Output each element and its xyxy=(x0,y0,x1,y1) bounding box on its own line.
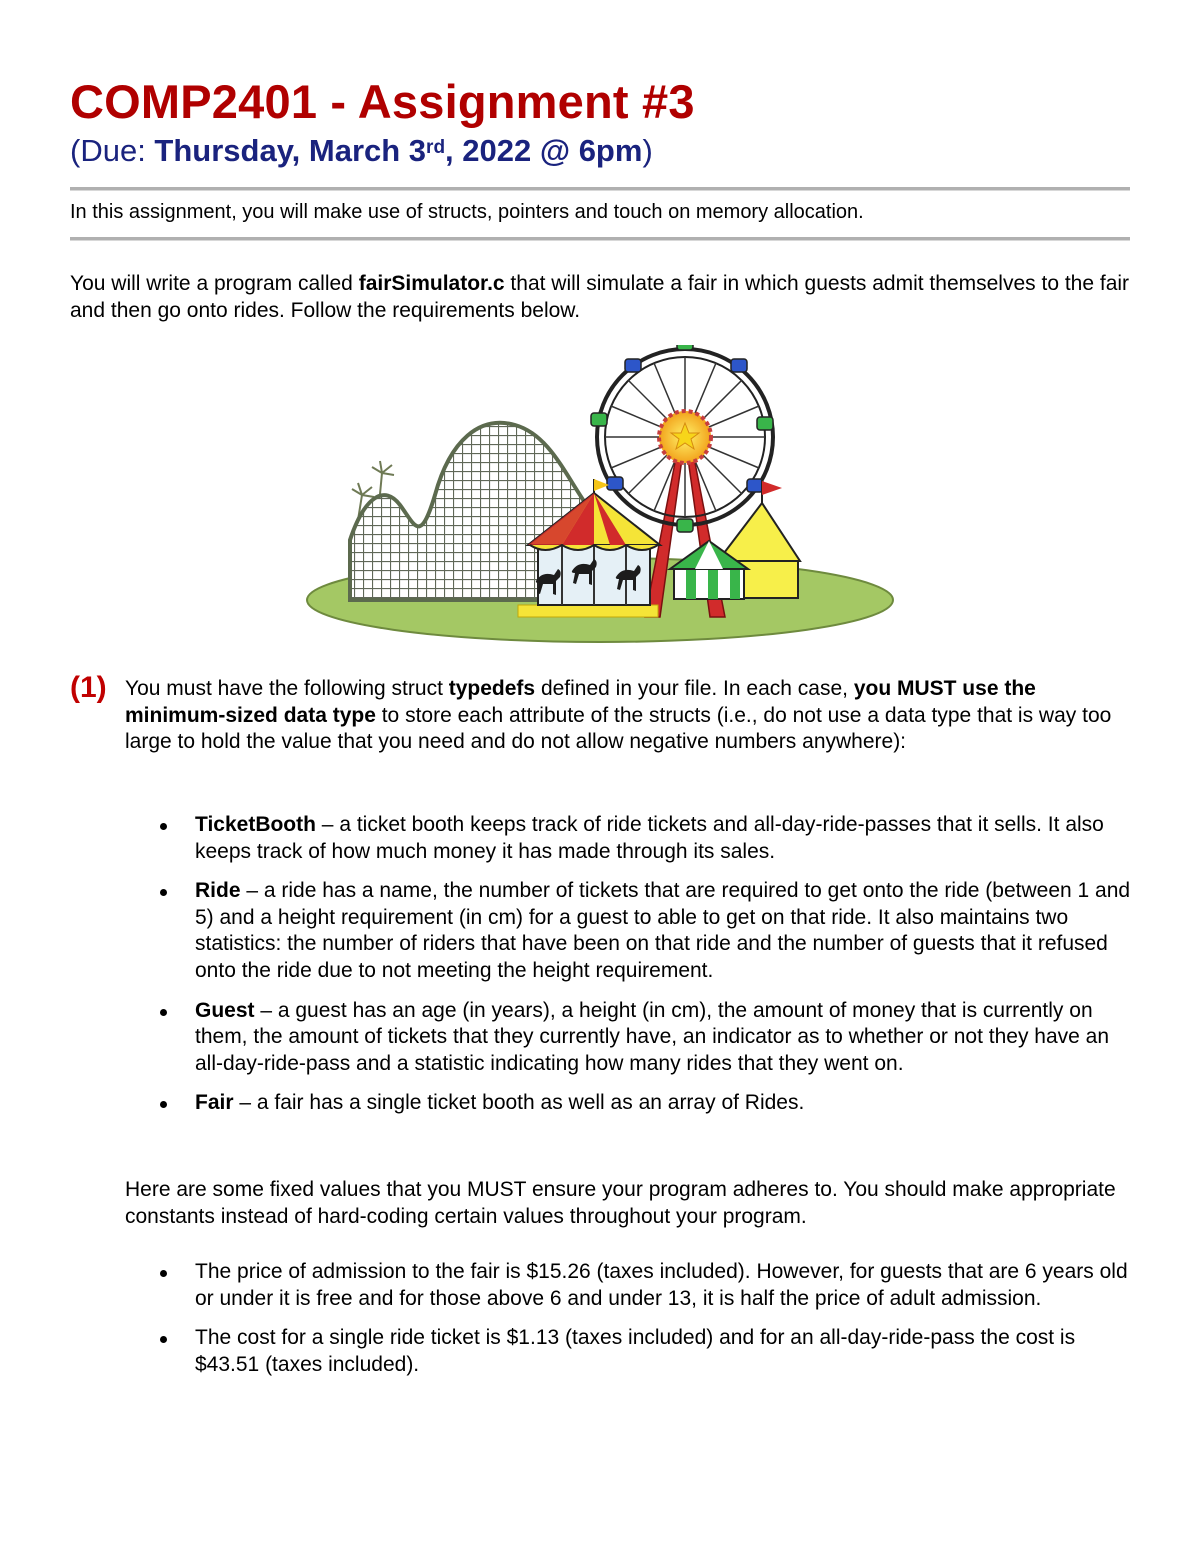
due-time: , 2022 @ 6pm xyxy=(445,133,643,168)
program-filename: fairSimulator.c xyxy=(358,272,505,295)
bullet-icon xyxy=(160,1009,167,1016)
section-number: (1) xyxy=(70,671,107,704)
program-description xyxy=(70,270,1140,324)
section-text-part: You must have the following struct xyxy=(125,677,449,700)
top-divider xyxy=(70,187,1130,190)
struct-desc: – a ticket booth keeps track of ride tickets and all-day-ride-passes that it sells. It also keeps track of how much money it has made through its sales. xyxy=(195,813,1104,863)
due-open: (Due: xyxy=(70,133,155,168)
bottom-divider xyxy=(70,237,1130,240)
assignment-title: COMP2401 - Assignment #3 xyxy=(70,75,695,128)
struct-desc: – a guest has an age (in years), a height (in cm), the amount of money that is currently on them, the amount of tickets that they currently have, an indicator as to whether or not they have an all-day-ride-pass and a statistic indicating how many rides that they went on. xyxy=(195,998,1110,1075)
struct-name: Ride xyxy=(195,879,241,903)
fixed-value-text: The price of admission to the fair is $15.26 (taxes included). However, for guests that are 6 years old or under it is free and for those above 6 and under 13, it is half the price of adult admission. xyxy=(195,1260,1128,1310)
due-close: ) xyxy=(642,133,653,168)
section-text-bold: you MUST use the minimum-sized data type xyxy=(125,677,1036,727)
struct-list xyxy=(125,812,1135,1130)
fixed-values-list xyxy=(125,1259,1135,1391)
fixed-values-intro: Here are some fixed values that you MUST ensure your program adheres to. You should make appropriate constants instead of hard-coding certain values throughout your program. xyxy=(125,1178,1116,1228)
struct-name: TicketBooth xyxy=(195,813,316,836)
fixed-value-text: The cost for a single ride ticket is $1.13 (taxes included) and for an all-day-ride-pass the cost is $43.51 (taxes included). xyxy=(195,1326,1076,1376)
program-desc-start: You will write a program called xyxy=(70,272,359,295)
due-day: Thursday, March 3 xyxy=(154,133,427,168)
list-item xyxy=(125,1090,1135,1117)
bullet-icon xyxy=(160,1101,167,1108)
due-date xyxy=(70,132,653,170)
list-item xyxy=(125,812,1135,865)
fair-illustration xyxy=(300,345,900,645)
list-item xyxy=(125,878,1135,984)
section-text-part: defined in your file. In each case, xyxy=(535,677,854,700)
struct-name: Fair xyxy=(195,1091,234,1115)
program-desc-end: that will simulate a fair in which guests admit themselves to the fair and then go onto rides. Follow the requirements below. xyxy=(70,272,1130,322)
bullet-icon xyxy=(160,1336,167,1343)
list-item xyxy=(125,998,1135,1078)
list-item xyxy=(125,1325,1135,1378)
section-text xyxy=(125,676,1135,756)
section-text-bold: typedefs xyxy=(448,677,536,700)
struct-desc: – a ride has a name, the number of tickets that are required to get onto the ride (between 1 and 5) and a height requirement (in cm) for a guest to able to get on that ride. It also maintains two statistics: the number of riders that have been on that ride and the number of guests that it refused onto the ride due to not meeting the height requirement. xyxy=(195,879,1131,982)
bullet-icon xyxy=(160,1270,167,1277)
bullet-icon xyxy=(160,823,167,830)
section-text-part: to store each attribute of the structs (i.e., do not use a data type that is way too large to hold the value that you need and do not allow negative numbers anywhere): xyxy=(125,703,1112,754)
intro-text: In this assignment, you will make use of structs, pointers and touch on memory allocation. xyxy=(70,201,864,223)
struct-desc: – a fair has a single ticket booth as well as an array of Rides. xyxy=(233,1091,805,1115)
list-item xyxy=(125,1259,1135,1312)
struct-name: Guest xyxy=(195,998,255,1022)
bullet-icon xyxy=(160,889,167,896)
due-ordinal: rd xyxy=(426,137,446,158)
